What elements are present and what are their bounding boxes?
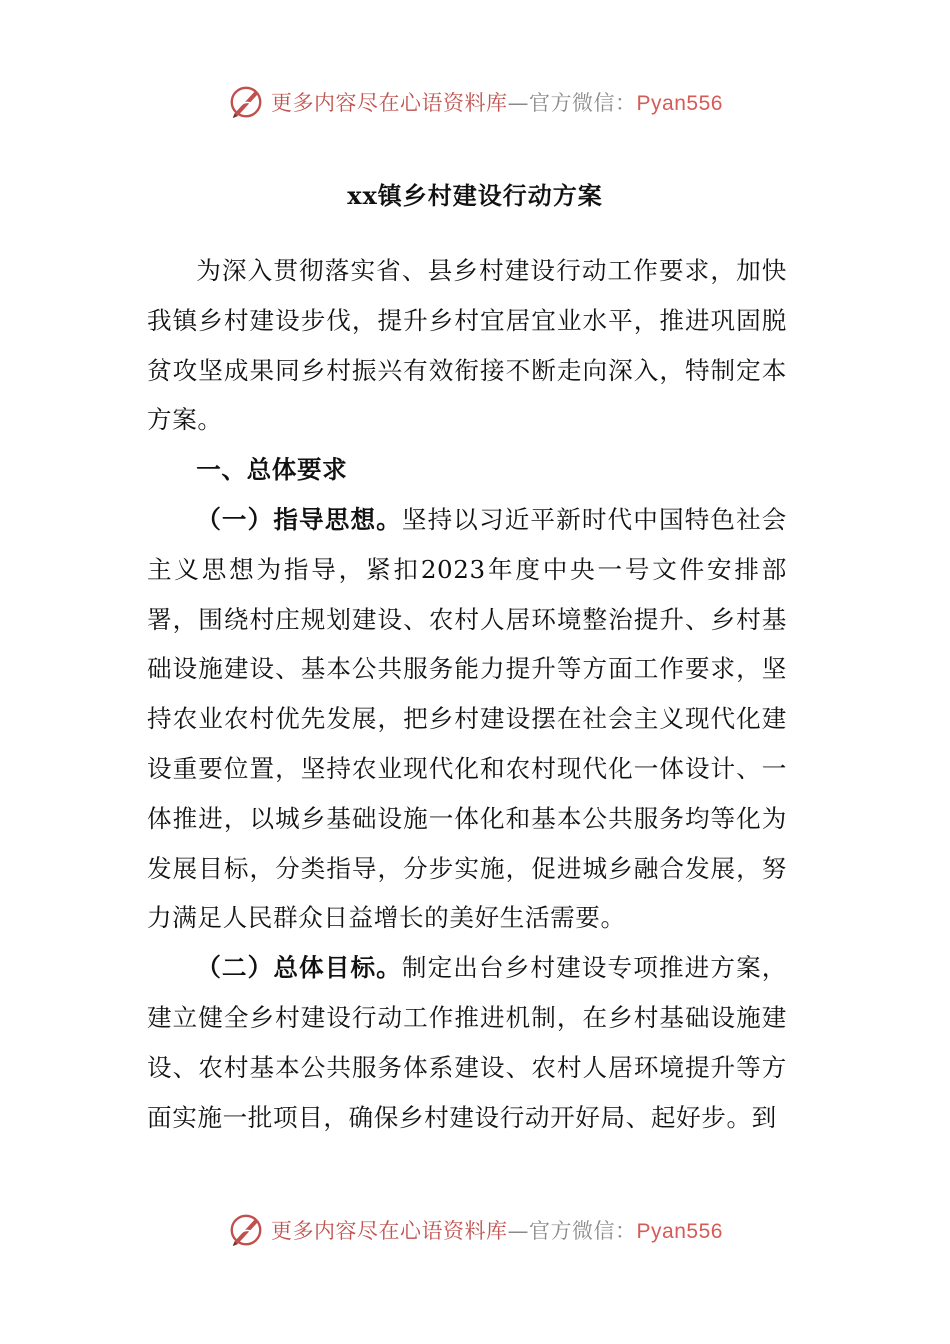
watermark-content: [227, 83, 723, 121]
overall-goal-paragraph: [147, 943, 787, 1142]
watermark-main-text: 更多内容尽在心语资料库: [271, 91, 508, 115]
watermark-separator: —: [507, 91, 530, 115]
section-heading-overall-requirements: 一、总体要求: [196, 455, 348, 485]
watermark-banner-bottom: [0, 1208, 950, 1252]
watermark-banner-top: [0, 80, 950, 124]
overall-goal-text: 制定出台乡村建设专项推进方案，建立健全乡村建设行动工作推进机制，在乡村基础设施建设、农村基本公共服务体系建设、农村人居环境提升等方面实施一批项目，确保乡村建设行动开好局、起好步。到: [147, 953, 787, 1132]
watermark-main-text: 更多内容尽在心语资料库: [271, 1219, 508, 1243]
watermark-content: [227, 1211, 723, 1249]
watermark-text: [271, 87, 723, 117]
intro-paragraph: 为深入贯彻落实省、县乡村建设行动工作要求，加快我镇乡村建设步伐，提升乡村宜居宜业水平，推进巩固脱贫攻坚成果同乡村振兴有效衔接不断走向深入，特制定本方案。: [147, 256, 787, 435]
pen-logo-icon: [227, 1211, 265, 1249]
watermark-wechat-label: 官方微信：: [529, 1219, 637, 1243]
pen-logo-icon: [227, 83, 265, 121]
watermark-text: [271, 1215, 723, 1245]
document-body: [147, 246, 787, 1142]
sub-heading-guiding-ideology: （一）指导思想。: [196, 504, 402, 534]
watermark-separator: —: [507, 1219, 530, 1243]
watermark-wechat-id: Pyan556: [636, 92, 723, 115]
sub-heading-overall-goal: （二）总体目标。: [196, 953, 402, 983]
document-title: xx镇乡村建设行动方案: [347, 181, 603, 210]
guiding-ideology-text: 坚持以习近平新时代中国特色社会主义思想为指导，紧扣2023年度中央一号文件安排部署，围绕村庄规划建设、农村人居环境整治提升、乡村基础设施建设、基本公共服务能力提升等方面工作要求，坚持农业农村优先发展，把乡村建设摆在社会主义现代化建设重要位置，坚持农业现代化和农村现代化一体设计、一体推进，以城乡基础设施一体化和基本公共服务均等化为发展目标，分类指导，分步实施，促进城乡融合发展，努力满足人民群众日益增长的美好生活需要。: [147, 504, 787, 933]
watermark-wechat-label: 官方微信：: [529, 91, 637, 115]
watermark-wechat-id: Pyan556: [636, 1220, 723, 1243]
guiding-ideology-paragraph: [147, 495, 787, 943]
